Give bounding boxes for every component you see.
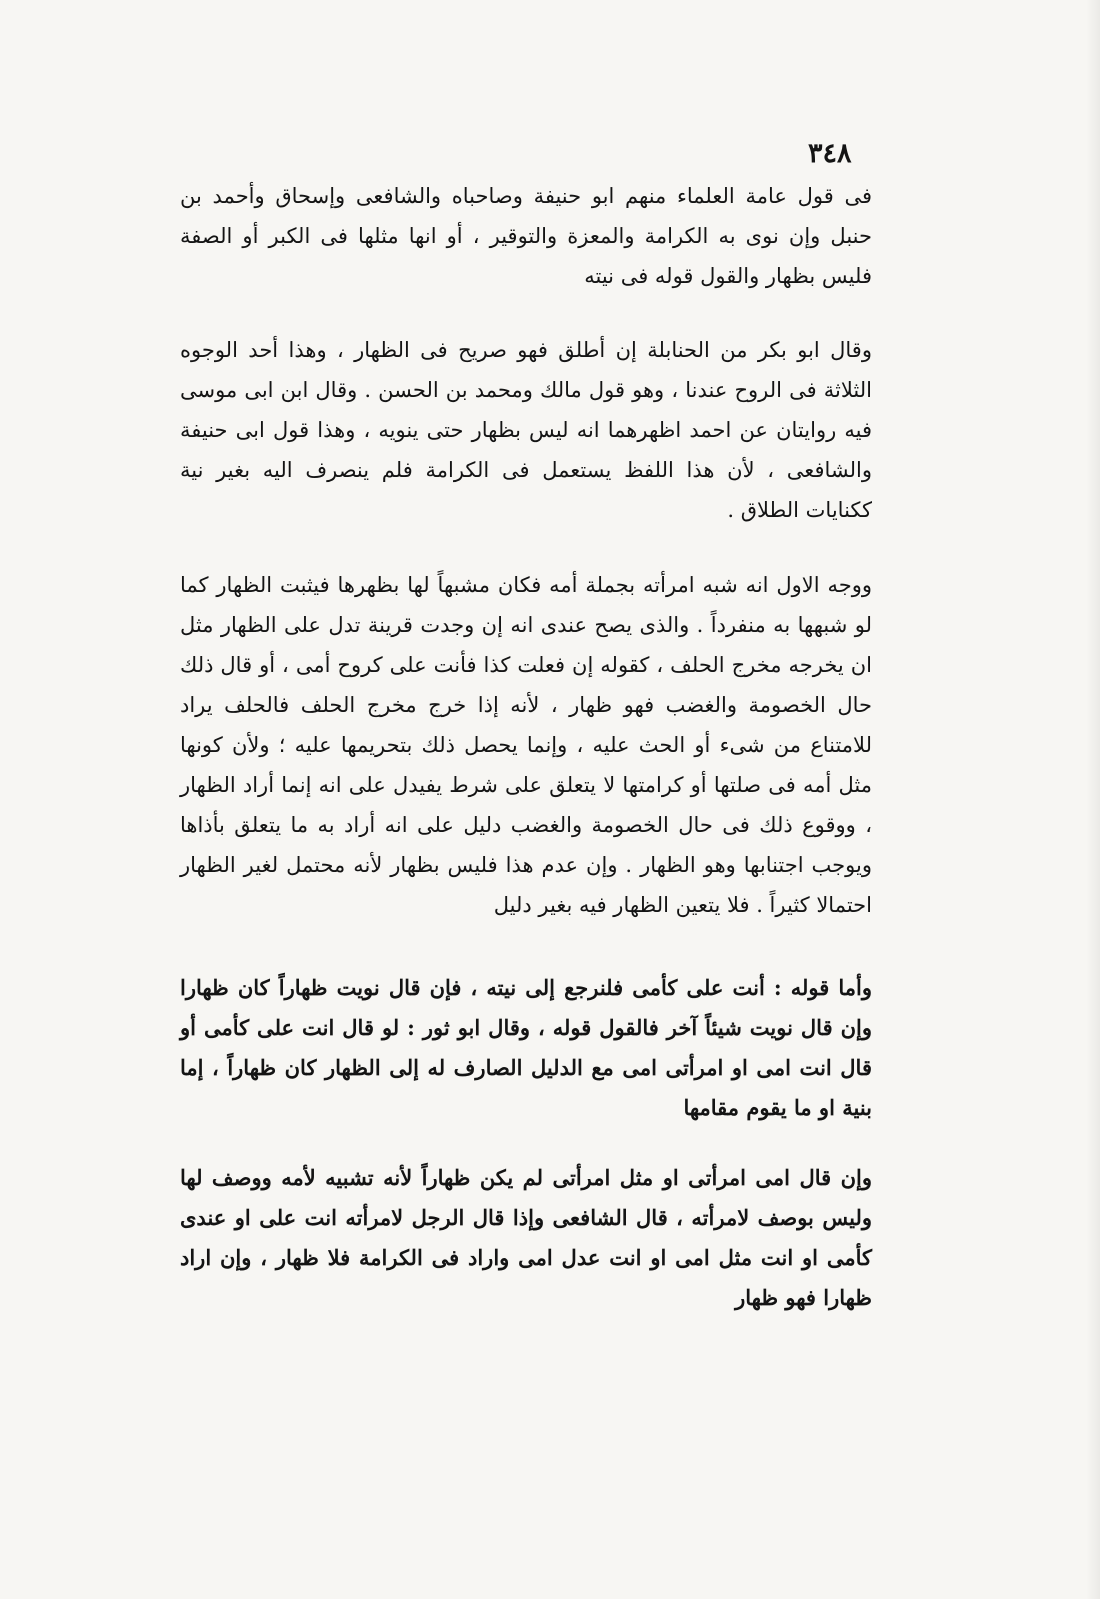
paragraph-text: ووجه الاول انه شبه امرأته بجملة أمه فكان مشبهاً لها بظهرها فيثبت الظهار كما لو شبهها به منفرداً . والذى يصح عندى انه إن وجدت قرينة تدل على الظهار مثل ان يخرجه مخرج الحلف ، كقوله إن فعلت كذا فأنت على كروح أمى ، أو قال ذلك حال الخصومة والغضب فهو ظهار ، لأنه إذا خرج مخرج الحلف فالحلف يراد للامتناع من شىء أو الحث عليه ، وإنما يحصل ذلك بتحريمها عليه ؛ ولأن كونها مثل أمه فى صلتها أو كرامتها لا يتعلق على شرط يفيدل على انه إنما أراد الظهار ، ووقوع ذلك فى حال الخصومة والغضب دليل على انه أراد به ما يتعلق بأذاها ويوجب اجتنابها وهو الظهار . وإن عدم هذا فليس بظهار لأنه محتمل لغير الظهار احتمالا كثيراً . فلا يتعين الظهار فيه بغير دليل: [180, 573, 872, 917]
paragraph-1: [180, 176, 872, 296]
paragraph-text: وقال ابو بكر من الحنابلة إن أطلق فهو صريح فى الظهار ، وهذا أحد الوجوه الثلاثة فى الروح عندنا ، وهو قول مالك ومحمد بن الحسن . وقال ابن ابى موسى فيه روايتان عن احمد اظهرهما انه ليس بظهار حتى ينويه ، وهذا قول ابى حنيفة والشافعى ، لأن هذا اللفظ يستعمل فى الكرامة فلم ينصرف اليه بغير نية ككنايات الطلاق .: [180, 338, 872, 522]
paragraph-text: وإن قال امى امرأتى او مثل امرأتى لم يكن ظهاراً لأنه تشبيه لأمه ووصف لها وليس بوصف لامرأته ، قال الشافعى وإذا قال الرجل لامرأته انت على او عندى كأمى او انت مثل امى او انت عدل امى واراد فى الكرامة فلا ظهار ، وإن اراد ظهارا فهو ظهار: [180, 1165, 872, 1310]
paragraph-4: [180, 968, 872, 1128]
paragraph-3: [180, 565, 872, 925]
page-number: ٣٤٨: [808, 138, 852, 169]
paragraph-text: وأما قوله : أنت على كأمى فلنرجع إلى نيته ، فإن قال نويت ظهاراً كان ظهارا وإن قال نويت شيئاً آخر فالقول قوله ، وقال ابو ثور : لو قال انت على كأمى أو قال انت امى او امرأتى امى مع الدليل الصارف له إلى الظهار كان ظهاراً ، إما بنية او ما يقوم مقامها: [180, 975, 872, 1120]
paragraph-2: [180, 330, 872, 530]
page-edge-shadow: [1086, 0, 1100, 1599]
paragraph-5: [180, 1158, 872, 1318]
paragraph-text: فى قول عامة العلماء منهم ابو حنيفة وصاحباه والشافعى وإسحاق وأحمد بن حنبل وإن نوى به الكرامة والمعزة والتوقير ، أو انها مثلها فى الكبر أو الصفة فليس بظهار والقول قوله فى نيته: [180, 184, 872, 288]
